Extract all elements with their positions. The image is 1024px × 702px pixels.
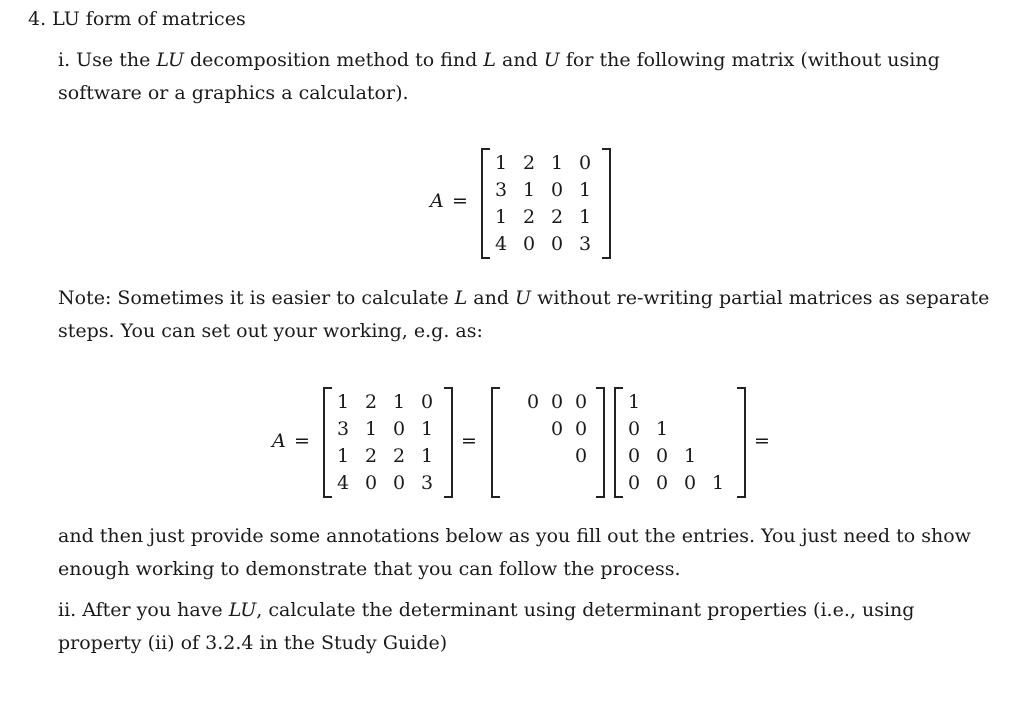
matrix-a-label: A: [430, 190, 444, 212]
matrix-cell: 3: [494, 178, 508, 201]
annotation-line1: and then just provide some annotations below as you fill out the entries. You just need to show: [58, 525, 971, 547]
matrix-cell: 2: [364, 444, 378, 467]
part-ii-line1: [58, 593, 914, 627]
matrix-row: [620, 469, 744, 496]
matrix-cell: 1: [627, 390, 641, 413]
matrix-cell: 0: [574, 390, 588, 413]
matrix-row: [487, 230, 609, 257]
matrix-cell: 0: [392, 417, 406, 440]
math-U: U: [543, 49, 560, 71]
matrix-row: [329, 415, 451, 442]
matrix-cell: 1: [550, 151, 564, 174]
matrix-cell: 3: [336, 417, 350, 440]
matrix-cell: 1: [683, 444, 697, 467]
equals-sign: =: [461, 430, 477, 452]
matrix-cell: 0: [627, 444, 641, 467]
text-run: , calculate the determinant using determinant properties (i.e., using: [256, 599, 915, 621]
working-matrix-u-blank: [614, 387, 746, 498]
matrix-cell: 1: [336, 390, 350, 413]
matrix-cell: 0: [574, 417, 588, 440]
matrix-cell: 0: [574, 444, 588, 467]
matrix-cell: 0: [627, 471, 641, 494]
matrix-row: [329, 469, 451, 496]
matrix-row: [620, 388, 744, 415]
matrix-cell: 2: [550, 205, 564, 228]
annotation-line2: enough working to demonstrate that you can follow the process.: [58, 558, 681, 580]
matrix-cell: 1: [711, 471, 725, 494]
matrix-cell: 1: [420, 417, 434, 440]
matrix-cell: 0: [392, 471, 406, 494]
matrix-cell: 3: [578, 232, 592, 255]
matrix-cell: 1: [392, 390, 406, 413]
matrix-cell: 0: [522, 232, 536, 255]
matrix-cell: 0: [550, 232, 564, 255]
matrix-cell: 1: [336, 444, 350, 467]
matrix-cell: 0: [655, 471, 669, 494]
part-ii-line2: property (ii) of 3.2.4 in the Study Guide): [58, 632, 448, 654]
matrix-cell: 0: [550, 178, 564, 201]
matrix-cell: 0: [550, 417, 564, 440]
math-LU: LU: [156, 49, 184, 71]
matrix-cell: 2: [392, 444, 406, 467]
matrix-cell: 0: [364, 471, 378, 494]
question-heading: 4. LU form of matrices: [28, 8, 246, 30]
matrix-cell: 2: [522, 151, 536, 174]
matrix-cell: 3: [420, 471, 434, 494]
part-i-line1: [58, 43, 940, 77]
matrix-cell: 0: [627, 417, 641, 440]
matrix-cell: 0: [526, 390, 540, 413]
matrix-cell: 1: [494, 151, 508, 174]
matrix-row: [497, 388, 603, 415]
text-run: Note: Sometimes it is easier to calculate: [58, 287, 455, 309]
matrix-cell: 1: [364, 417, 378, 440]
text-run: and: [467, 287, 516, 309]
note-line1: [58, 281, 989, 315]
note-line2: steps. You can set out your working, e.g. as:: [58, 320, 483, 342]
text-run: and: [495, 49, 544, 71]
part-i-line2: software or a graphics a calculator).: [58, 82, 409, 104]
matrix-cell: 1: [578, 178, 592, 201]
working-a-equals: =: [294, 430, 310, 452]
matrix-cell: 1: [578, 205, 592, 228]
working-matrix-l-blank: [491, 387, 605, 498]
matrix-cell: 2: [522, 205, 536, 228]
text-run: i. Use the: [58, 49, 157, 71]
matrix-row: [487, 203, 609, 230]
math-L: L: [483, 49, 496, 71]
working-a-label: A: [272, 430, 286, 452]
matrix-cell: 4: [336, 471, 350, 494]
matrix-cell: 0: [655, 444, 669, 467]
matrix-a-equals: =: [452, 190, 468, 212]
matrix-row: [620, 442, 744, 469]
matrix-cell: 0: [683, 471, 697, 494]
matrix-cell: 4: [494, 232, 508, 255]
matrix-cell: 1: [494, 205, 508, 228]
matrix-row: [620, 415, 744, 442]
math-U: U: [515, 287, 532, 309]
matrix-cell: 1: [655, 417, 669, 440]
matrix-row: [487, 149, 609, 176]
text-run: for the following matrix (without using: [559, 49, 940, 71]
matrix-cell: 1: [522, 178, 536, 201]
matrix-row: [329, 388, 451, 415]
matrix-row: [497, 469, 603, 496]
text-run: without re-writing partial matrices as separate: [531, 287, 990, 309]
matrix-row: [329, 442, 451, 469]
matrix-row: [497, 415, 603, 442]
matrix-cell: 0: [578, 151, 592, 174]
working-matrix-a: [323, 387, 453, 498]
matrix-cell: 0: [550, 390, 564, 413]
matrix-cell: 2: [364, 390, 378, 413]
matrix-row: [497, 442, 603, 469]
matrix-row: [487, 176, 609, 203]
matrix-a: [481, 148, 611, 259]
math-LU: LU: [228, 599, 257, 621]
text-run: decomposition method to find: [183, 49, 484, 71]
equals-sign-trailing: =: [754, 430, 770, 452]
math-L: L: [454, 287, 468, 309]
text-run: ii. After you have: [58, 599, 229, 621]
matrix-cell: 0: [420, 390, 434, 413]
matrix-cell: 1: [420, 444, 434, 467]
